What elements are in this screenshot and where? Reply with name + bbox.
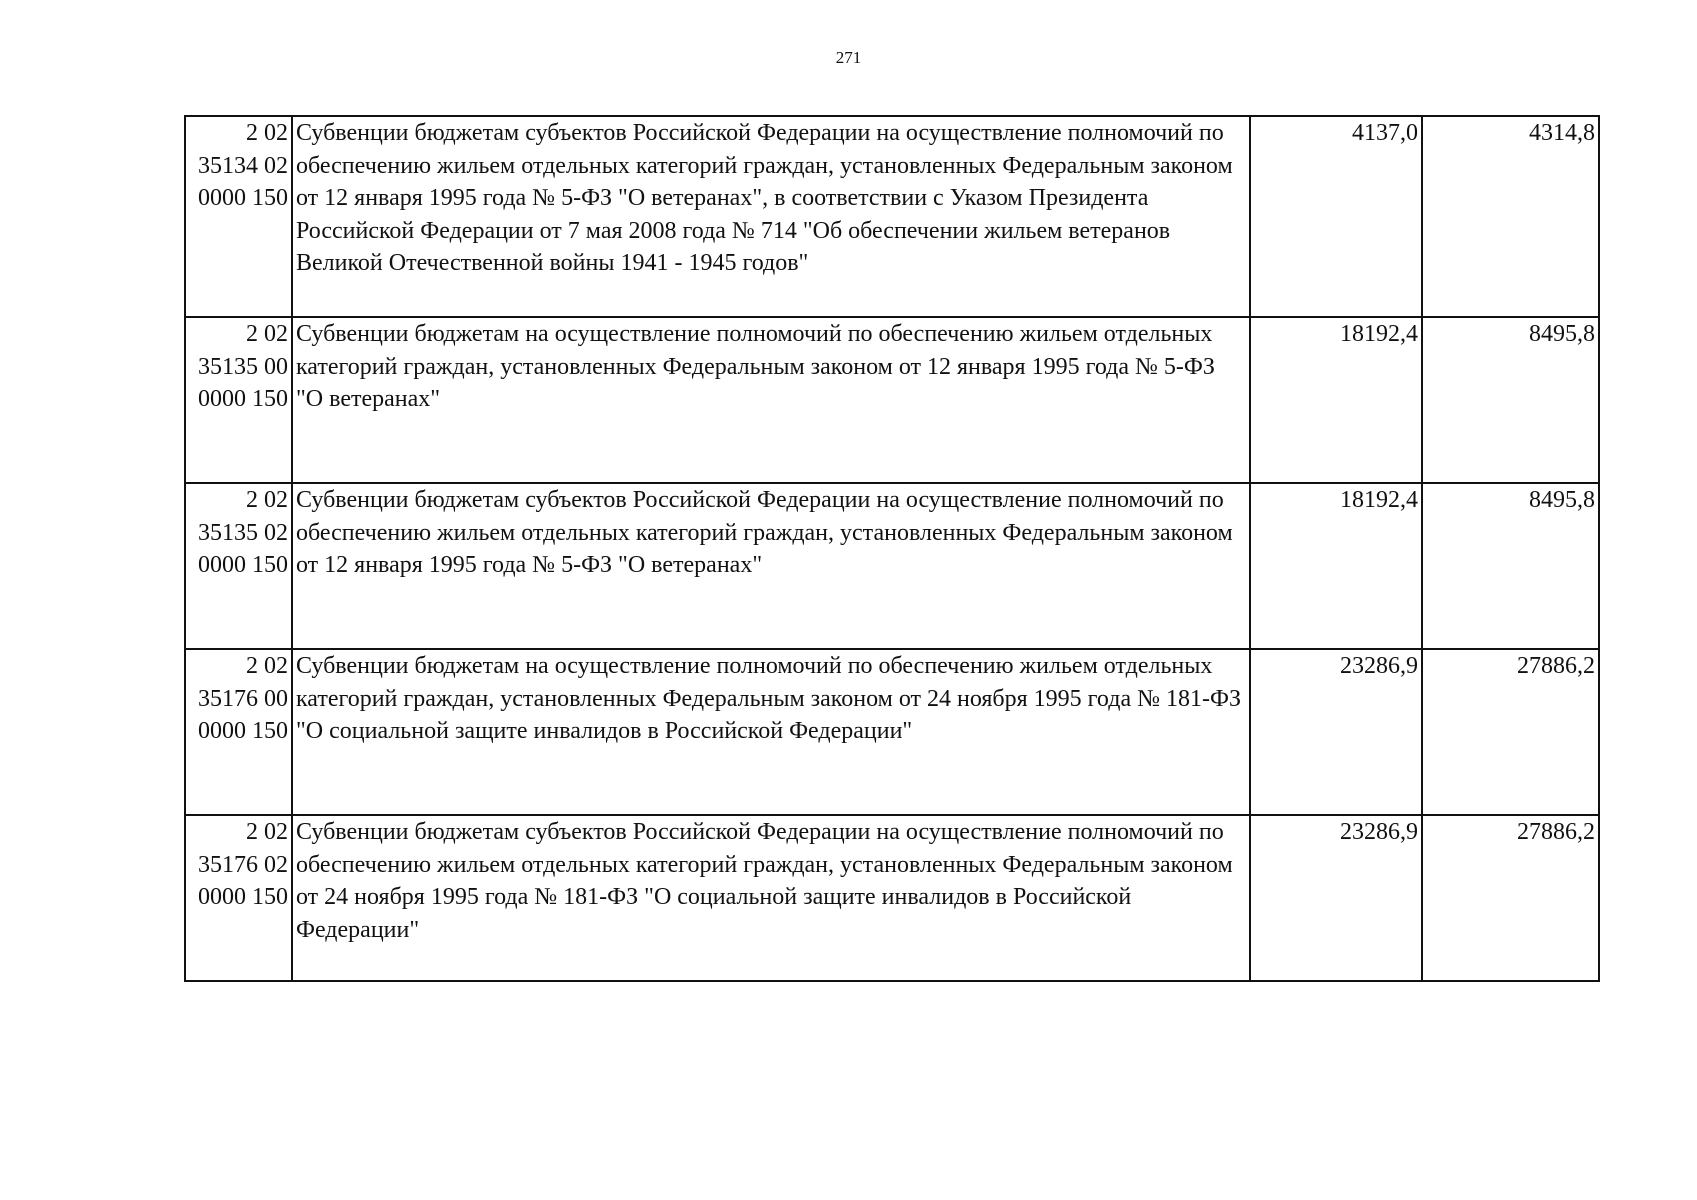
table-row xyxy=(185,815,1599,981)
value-2-cell: 27886,2 xyxy=(1422,649,1599,815)
table-row xyxy=(185,649,1599,815)
table-row xyxy=(185,483,1599,649)
budget-code-line: 35176 00 xyxy=(198,685,288,712)
budget-code-line: 2 02 xyxy=(246,819,288,845)
budget-code-line: 0000 150 xyxy=(198,884,288,910)
value-1-cell: 18192,4 xyxy=(1250,317,1422,483)
description-cell: Субвенции бюджетам субъектов Российской Федерации на осуществление полномочий по обеспечению жильем отдельных категорий граждан, установленных Федеральным законом от 24 ноября 1995 года № 181-ФЗ "О социальной защите инвалидов в Российской Федерации" xyxy=(292,815,1250,981)
value-2-cell: 4314,8 xyxy=(1422,116,1599,317)
table-row xyxy=(185,116,1599,317)
budget-code-line: 35134 02 xyxy=(198,152,288,179)
budget-code-cell xyxy=(185,116,292,317)
value-1-cell: 18192,4 xyxy=(1250,483,1422,649)
budget-code-line: 2 02 xyxy=(246,120,288,146)
budget-table xyxy=(184,115,1600,982)
value-2-cell: 8495,8 xyxy=(1422,483,1599,649)
budget-code-line: 2 02 xyxy=(246,653,288,679)
value-1-cell: 4137,0 xyxy=(1250,116,1422,317)
budget-code-line: 2 02 xyxy=(246,321,288,347)
budget-code-line: 35135 02 xyxy=(198,519,288,546)
description-cell: Субвенции бюджетам на осуществление полномочий по обеспечению жильем отдельных категорий граждан, установленных Федеральным законом от 24 ноября 1995 года № 181-ФЗ "О социальной защите инвалидов в Российской Федерации" xyxy=(292,649,1250,815)
value-2-cell: 8495,8 xyxy=(1422,317,1599,483)
budget-code-cell xyxy=(185,649,292,815)
budget-code-line: 0000 150 xyxy=(198,552,288,578)
description-cell: Субвенции бюджетам субъектов Российской Федерации на осуществление полномочий по обеспечению жильем отдельных категорий граждан, установленных Федеральным законом от 12 января 1995 года № 5-ФЗ "О ветеранах" xyxy=(292,483,1250,649)
budget-code-line: 0000 150 xyxy=(198,185,288,211)
value-2-cell: 27886,2 xyxy=(1422,815,1599,981)
table-row xyxy=(185,317,1599,483)
budget-code-line: 0000 150 xyxy=(198,386,288,412)
budget-code-line: 2 02 xyxy=(246,487,288,513)
budget-code-line: 0000 150 xyxy=(198,718,288,744)
value-1-cell: 23286,9 xyxy=(1250,815,1422,981)
budget-code-cell xyxy=(185,317,292,483)
value-1-cell: 23286,9 xyxy=(1250,649,1422,815)
page-number: 271 xyxy=(835,48,862,67)
budget-code-line: 35176 02 xyxy=(198,851,288,878)
budget-code-cell xyxy=(185,483,292,649)
budget-code-line: 35135 00 xyxy=(198,353,288,380)
budget-code-cell xyxy=(185,815,292,981)
description-cell: Субвенции бюджетам на осуществление полномочий по обеспечению жильем отдельных категорий граждан, установленных Федеральным законом от 12 января 1995 года № 5-ФЗ "О ветеранах" xyxy=(292,317,1250,483)
description-cell: Субвенции бюджетам субъектов Российской Федерации на осуществление полномочий по обеспечению жильем отдельных категорий граждан, установленных Федеральным законом от 12 января 1995 года № 5-ФЗ "О ветеранах", в соответствии с Указом Президента Российской Федерации от 7 мая 2008 года № 714 "Об обеспечении жильем ветеранов Великой Отечественной войны 1941 - 1945 годов" xyxy=(292,116,1250,317)
